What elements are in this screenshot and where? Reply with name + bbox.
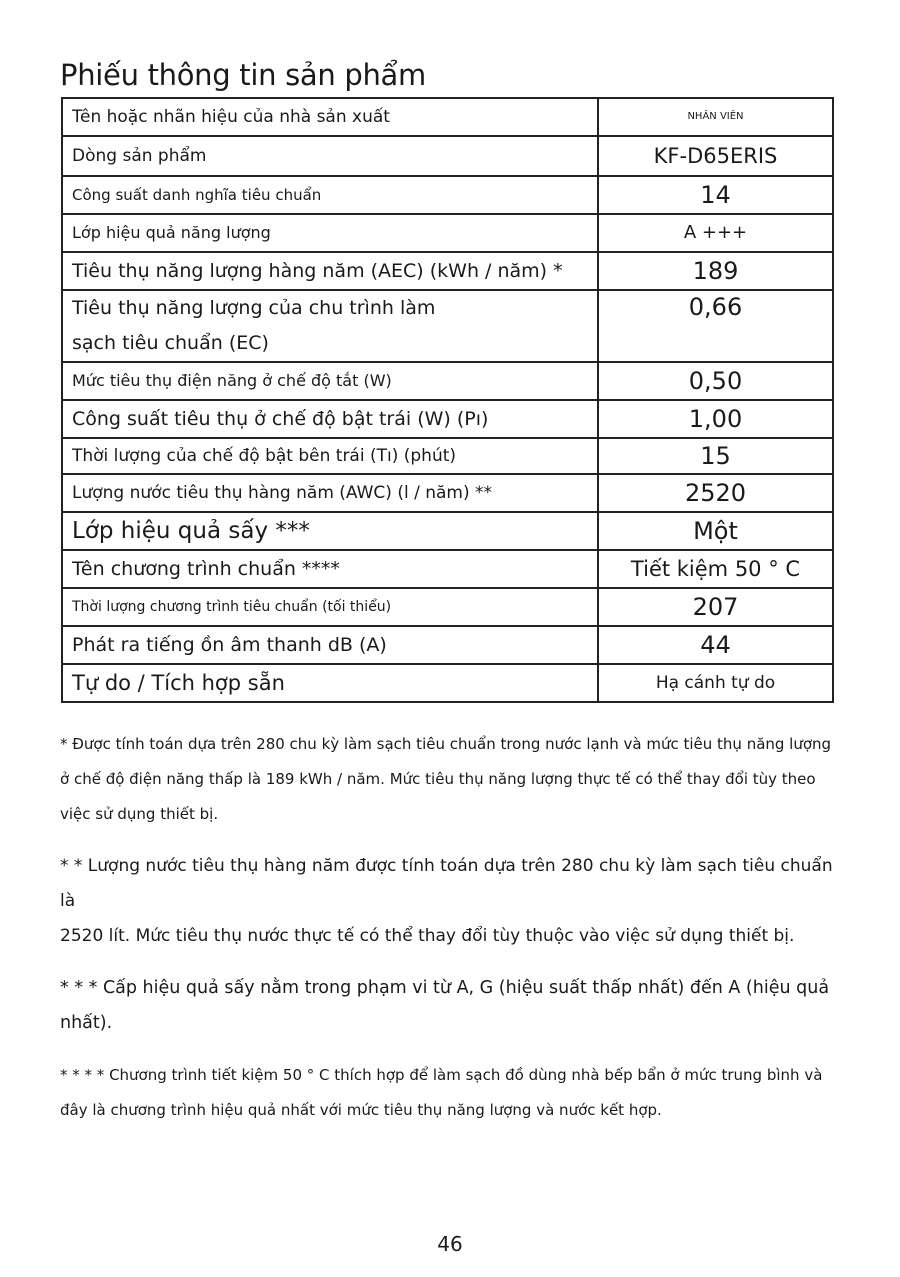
table-row bbox=[62, 438, 833, 474]
row-label: Thời lượng của chế độ bật bên trái (Tı) (phút) bbox=[62, 438, 598, 474]
row-value: 0,66 bbox=[598, 290, 833, 362]
footnote-line: * * * * Chương trình tiết kiệm 50 ° C thích hợp để làm sạch đồ dùng nhà bếp bẩn ở mức trung bình và bbox=[60, 1066, 823, 1084]
footnote-line: * * Lượng nước tiêu thụ hàng năm được tính toán dựa trên 280 chu kỳ làm sạch tiêu chuẩn là bbox=[60, 856, 833, 911]
row-value: 15 bbox=[598, 438, 833, 474]
row-value: 14 bbox=[598, 176, 833, 214]
row-label: Công suất danh nghĩa tiêu chuẩn bbox=[62, 176, 598, 214]
row-value: 2520 bbox=[598, 474, 833, 512]
row-label: Tên chương trình chuẩn **** bbox=[62, 550, 598, 588]
row-label bbox=[62, 290, 598, 362]
row-value: 1,00 bbox=[598, 400, 833, 438]
footnote-line: đây là chương trình hiệu quả nhất với mức tiêu thụ năng lượng và nước kết hợp. bbox=[60, 1101, 662, 1119]
row-label: Tiêu thụ năng lượng hàng năm (AEC) (kWh / năm) * bbox=[62, 252, 598, 290]
row-label: Công suất tiêu thụ ở chế độ bật trái (W) (Pı) bbox=[62, 400, 598, 438]
row-label: Lớp hiệu quả năng lượng bbox=[62, 214, 598, 252]
table-row bbox=[62, 136, 833, 176]
row-label: Lượng nước tiêu thụ hàng năm (AWC) (l / năm) ** bbox=[62, 474, 598, 512]
row-value: 189 bbox=[598, 252, 833, 290]
page-number: 46 bbox=[437, 1232, 463, 1256]
row-value: A +++ bbox=[598, 214, 833, 252]
table-row bbox=[62, 176, 833, 214]
footnote bbox=[60, 849, 850, 954]
table-row bbox=[62, 664, 833, 702]
footnote bbox=[60, 1058, 850, 1128]
row-value: Một bbox=[598, 512, 833, 550]
row-label: Phát ra tiếng ồn âm thanh dB (A) bbox=[62, 626, 598, 664]
table-row bbox=[62, 626, 833, 664]
footnote bbox=[60, 727, 850, 832]
row-label: Lớp hiệu quả sấy *** bbox=[62, 512, 598, 550]
footnote bbox=[60, 971, 850, 1041]
row-value: KF-D65ERIS bbox=[598, 136, 833, 176]
row-label: Thời lượng chương trình tiêu chuẩn (tối thiểu) bbox=[62, 588, 598, 626]
table-row bbox=[62, 252, 833, 290]
row-value: Hạ cánh tự do bbox=[598, 664, 833, 702]
row-label: Dòng sản phẩm bbox=[62, 136, 598, 176]
footnote-line: nhất). bbox=[60, 1013, 113, 1033]
row-value: Tiết kiệm 50 ° C bbox=[598, 550, 833, 588]
table-row bbox=[62, 362, 833, 400]
row-label: Mức tiêu thụ điện năng ở chế độ tắt (W) bbox=[62, 362, 598, 400]
row-label: Tên hoặc nhãn hiệu của nhà sản xuất bbox=[62, 98, 598, 136]
row-label-line: Tiêu thụ năng lượng của chu trình làm bbox=[72, 297, 436, 319]
row-value: NHÂN VIÊN bbox=[598, 98, 833, 136]
page-title: Phiếu thông tin sản phẩm bbox=[60, 58, 426, 92]
footnote-line: 2520 lít. Mức tiêu thụ nước thực tế có thể thay đổi tùy thuộc vào việc sử dụng thiết bị. bbox=[60, 926, 795, 946]
row-value: 207 bbox=[598, 588, 833, 626]
row-value: 44 bbox=[598, 626, 833, 664]
table-row bbox=[62, 214, 833, 252]
row-value: 0,50 bbox=[598, 362, 833, 400]
footnote-line: * Được tính toán dựa trên 280 chu kỳ làm sạch tiêu chuẩn trong nước lạnh và mức tiêu thụ năng lượng bbox=[60, 735, 832, 753]
table-row bbox=[62, 290, 833, 362]
table-row bbox=[62, 98, 833, 136]
footnote-line: việc sử dụng thiết bị. bbox=[60, 805, 219, 823]
table-row bbox=[62, 400, 833, 438]
footnote-line: * * * Cấp hiệu quả sấy nằm trong phạm vi từ A, G (hiệu suất thấp nhất) đến A (hiệu quả bbox=[60, 978, 830, 998]
table-row bbox=[62, 550, 833, 588]
table-row bbox=[62, 474, 833, 512]
row-label-line: sạch tiêu chuẩn (EC) bbox=[72, 332, 269, 354]
footnote-line: ở chế độ điện năng thấp là 189 kWh / năm. Mức tiêu thụ năng lượng thực tế có thể thay đổi tùy theo bbox=[60, 770, 816, 788]
footnotes bbox=[60, 727, 850, 1145]
product-info-table bbox=[61, 97, 834, 703]
table-row bbox=[62, 512, 833, 550]
table-row bbox=[62, 588, 833, 626]
row-label: Tự do / Tích hợp sẵn bbox=[62, 664, 598, 702]
